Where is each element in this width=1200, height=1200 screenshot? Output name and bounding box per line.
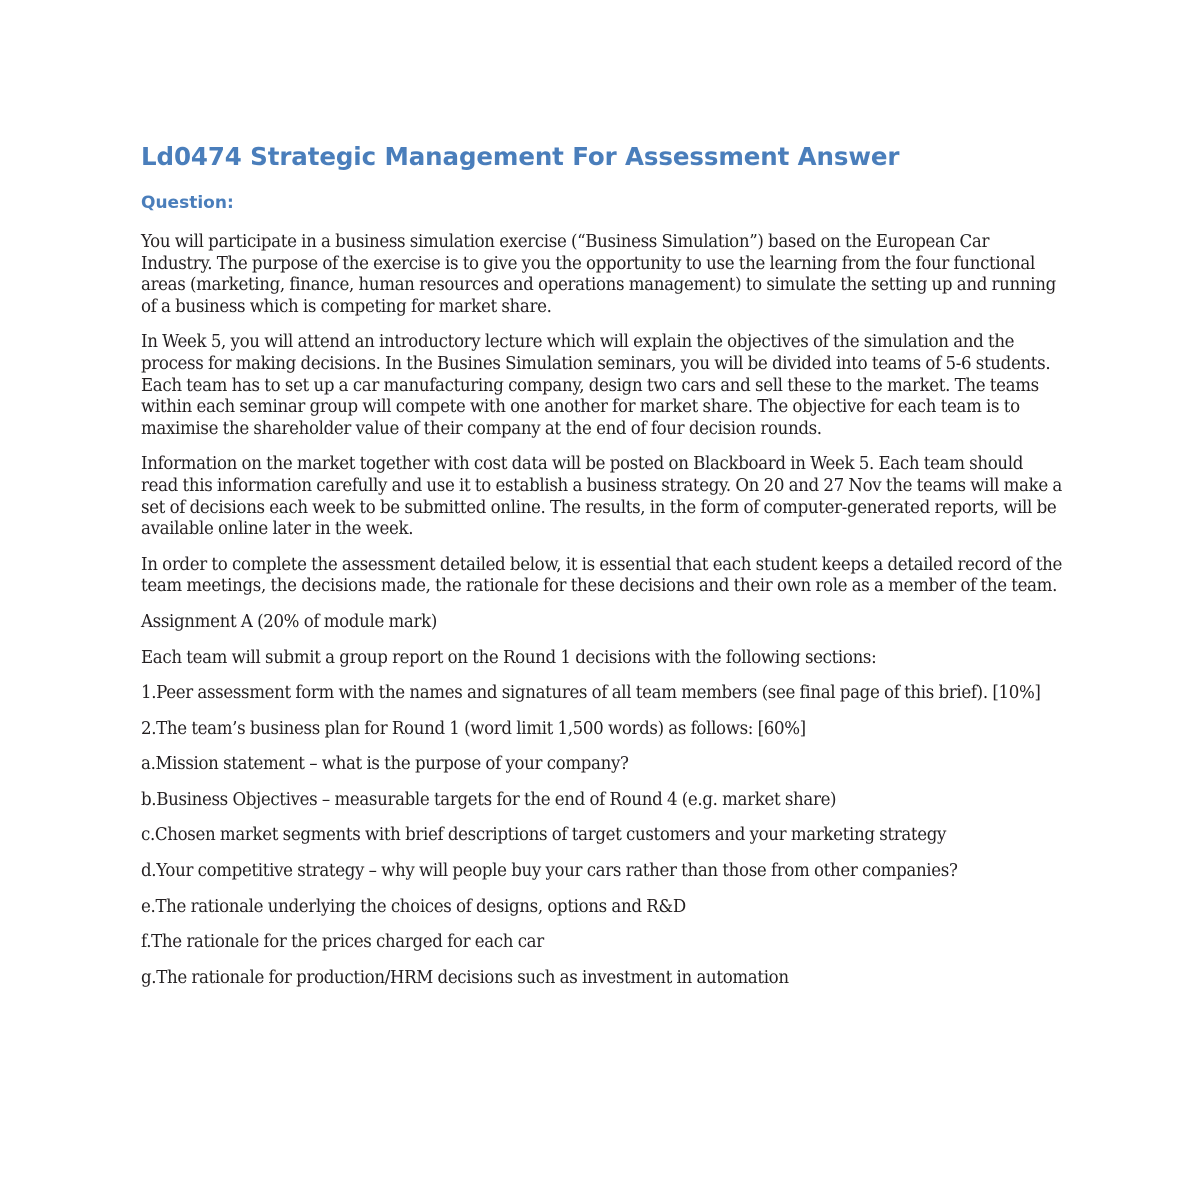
body-paragraph: Each team will submit a group report on the Round 1 decisions with the following sections:: [141, 647, 877, 668]
list-item: a.Mission statement – what is the purpose of your company?: [141, 754, 629, 775]
list-item: 1.Peer assessment form with the names and signatures of all team members (see final page of this brief). [10%]: [141, 683, 1041, 704]
body-paragraph: You will participate in a business simulation exercise (“Business Simulation”) based on the European Car Industry. The purpose of the exercise is to give you the opportunity to use the learning from the four functional areas (marketing, finance, human resources and operations management) to simulate the setting up and running of a business which is competing for market share.: [141, 232, 1056, 317]
document-content: [141, 142, 1063, 989]
page-title: Ld0474 Strategic Management For Assessment Answer: [141, 142, 900, 171]
assignment-heading-paragraph: Assignment A (20% of module mark): [141, 611, 437, 632]
list-item: g.The rationale for production/HRM decisions such as investment in automation: [141, 967, 789, 988]
body-paragraph: In Week 5, you will attend an introductory lecture which will explain the objectives of the simulation and the process for making decisions. In the Busines Simulation seminars, you will be divided into teams of 5-6 students. Each team has to set up a car manufacturing company, design two cars and sell these to the market. The teams within each seminar group will compete with one another for market share. The objective for each team is to maximise the shareholder value of their company at the end of four decision rounds.: [141, 332, 1051, 439]
document-body: [141, 232, 1063, 989]
list-item: c.Chosen market segments with brief descriptions of target customers and your marketing strategy: [141, 825, 947, 846]
list-item: d.Your competitive strategy – why will people buy your cars rather than those from other companies?: [141, 861, 958, 882]
question-section-heading: Question:: [141, 193, 234, 213]
body-paragraph: In order to complete the assessment detailed below, it is essential that each student keeps a detailed record of the team meetings, the decisions made, the rationale for these decisions and their own role as a member of the team.: [141, 554, 1062, 597]
list-item: e.The rationale underlying the choices of designs, options and R&D: [141, 896, 686, 917]
list-item: b.Business Objectives – measurable targets for the end of Round 4 (e.g. market share): [141, 789, 837, 810]
list-item: f.The rationale for the prices charged for each car: [141, 932, 544, 953]
body-paragraph: Information on the market together with cost data will be posted on Blackboard in Week 5. Each team should read this information carefully and use it to establish a business strategy. On 20 and 27 Nov the teams will make a set of decisions each week to be submitted online. The results, in the form of computer-generated reports, will be available online later in the week.: [141, 454, 1062, 540]
list-item: 2.The team’s business plan for Round 1 (word limit 1,500 words) as follows: [60%]: [141, 718, 806, 739]
